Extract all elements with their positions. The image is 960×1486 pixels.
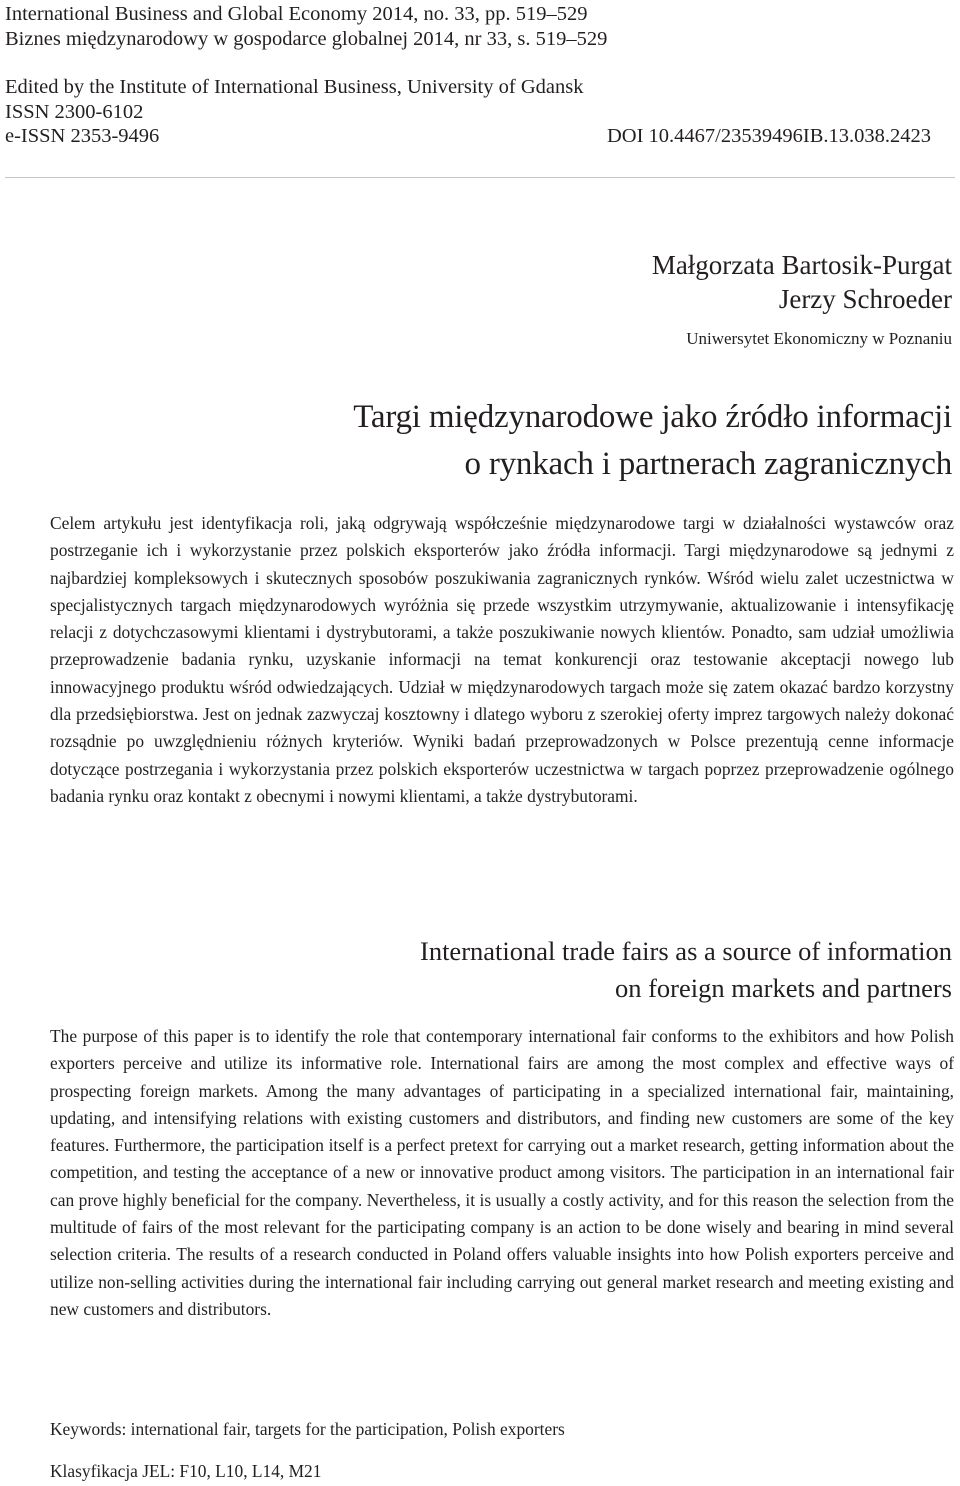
keywords: Keywords: international fair, targets for the participation, Polish exporters: [50, 1419, 565, 1439]
article-title-en: [420, 933, 952, 1007]
abstract-en: The purpose of this paper is to identify the role that contemporary international fair conforms to the exhibitors and how Polish exporters perceive and utilize its informative role. International fairs are among the most complex and effective ways of prospecting foreign markets. Among the many advantages of participating in a specialized international fair, maintaining, updating, and intensifying relations with existing customers and distributors, and finding new customers are some of the key features. Furthermore, the participation itself is a perfect pretext for carrying out a market research, getting information about the competition, and testing the acceptance of a new or innovative product among visitors. The participation in an international fair can prove highly beneficial for the company. Nevertheless, it is usually a costly activity, and for this reason the selection from the multitude of fairs of the most relevant for the participating company is an action to be done wisely and bearing in mind several selection criteria. The results of a research conducted in Poland offers valuable insights into how Polish exporters perceive and utilize non-selling activities during the international fair including carrying out general market research and meeting existing and new customers and distributors.: [50, 1026, 954, 1319]
title-pl-line: Targi międzynarodowe jako źródło informacji: [353, 399, 952, 435]
eissn-doi-row: [5, 124, 955, 149]
author-name: Jerzy Schroeder: [778, 284, 952, 314]
journal-citation-en: International Business and Global Economy 2014, no. 33, pp. 519–529: [5, 3, 588, 25]
author-affiliation: Uniwersytet Ekonomiczny w Poznaniu: [686, 329, 952, 348]
doi: DOI 10.4467/23539496IB.13.038.2423: [606, 125, 931, 147]
journal-citation-pl: Biznes międzynarodowy w gospodarce globalnej 2014, nr 33, s. 519–529: [5, 27, 608, 50]
title-en-line: International trade fairs as a source of information: [420, 936, 952, 966]
title-pl-line: o rynkach i partnerach zagranicznych: [464, 446, 952, 482]
authors-block: [652, 248, 952, 350]
journal-header: [5, 2, 955, 149]
jel-classification: Klasyfikacja JEL: F10, L10, L14, M21: [50, 1461, 322, 1481]
eissn: e-ISSN 2353-9496: [5, 125, 160, 147]
header-divider: [5, 177, 955, 178]
edited-by: Edited by the Institute of International Business, University of Gdansk: [5, 76, 584, 98]
title-en-line: on foreign markets and partners: [614, 973, 952, 1003]
issn: ISSN 2300-6102: [5, 100, 144, 123]
author-name: Małgorzata Bartosik-Purgat: [651, 250, 952, 280]
abstract-pl: Celem artykułu jest identyfikacja roli, jaką odgrywają współcześnie międzynarodowe targi w działalności wystawców oraz postrzeganie ich i wykorzystanie przez polskich eksporterów jako źródła informacji. Targi międzynarodowe są jednymi z najbardziej kompleksowych i skutecznych sposobów poszukiwania zagranicznych rynków. Wśród wielu zalet uczestnictwa w specjalistycznych targach międzynarodowych wyróżnia się przede wszystkim utrzymywanie, aktualizowanie i intensyfikację relacji z dotychczasowymi klientami i dystrybutorami, a także poszukiwanie nowych klientów. Ponadto, sam udział umożliwia przeprowadzenie badania rynku, uzyskanie informacji na temat konkurencji oraz testowanie akceptacji nowego lub innowacyjnego produktu wśród odwiedzających. Udział w międzynarodowych targach może się zatem okazać bardzo korzystny dla przedsiębiorstwa. Jest on jednak zazwyczaj kosztowny i dlatego wyboru z szerokiej oferty imprez targowych należy dokonać rozsądnie po uwzględnieniu różnych kryteriów. Wyniki badań przeprowadzonych w Polsce prezentują cenne informacje dotyczące postrzegania i wykorzystania przez polskich eksporterów uczestnictwa w targach poprzez przeprowadzenie ogólnego badania rynku oraz kontakt z obecnymi i nowymi klientami, a także dystrybutorami.: [50, 513, 954, 806]
article-title-pl: [353, 394, 952, 488]
